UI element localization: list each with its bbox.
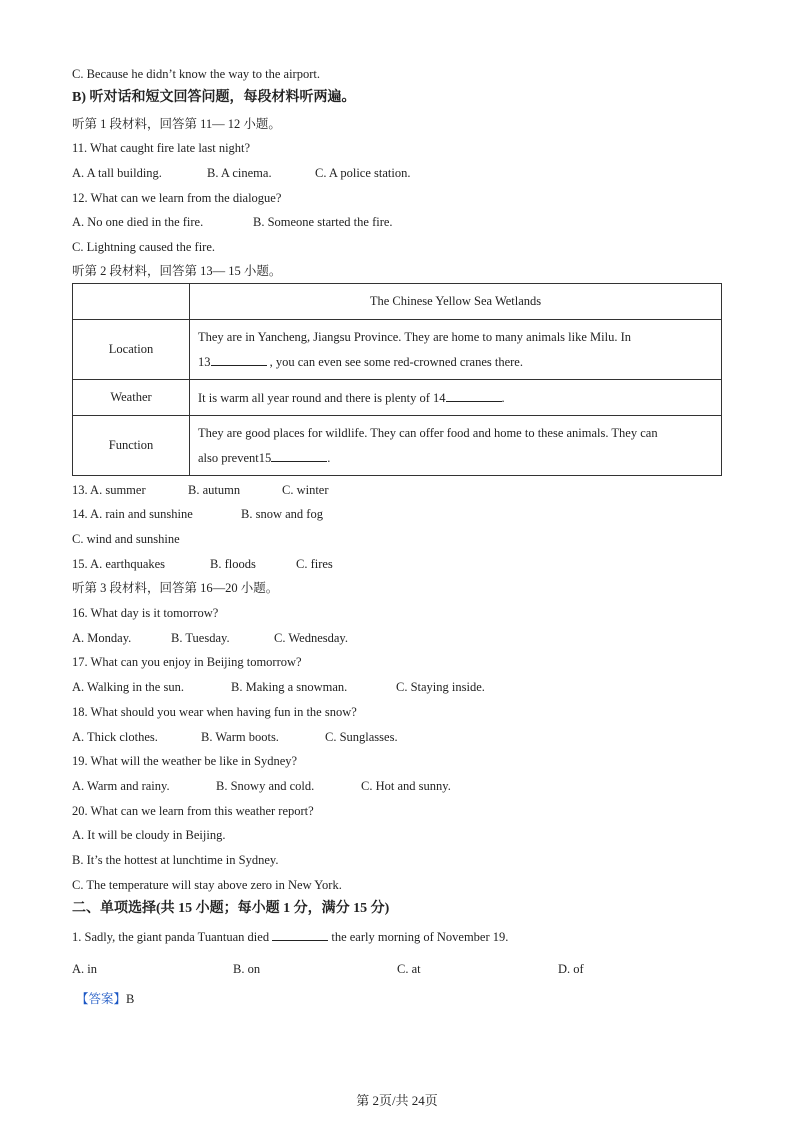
option-18c: C. Sunglasses. [325, 730, 398, 744]
answer-value: B [126, 992, 135, 1006]
mc1-text-after: the early morning of November 19. [328, 930, 509, 944]
table-row-label: Function [73, 416, 190, 476]
page-footer: 第 2页/共 24页 [356, 1093, 438, 1108]
table-row-label: Location [73, 320, 190, 380]
wetlands-table [72, 283, 722, 476]
option-12b: B. Someone started the fire. [253, 215, 393, 229]
option-17c: C. Staying inside. [396, 680, 485, 694]
function-end: . [327, 450, 331, 465]
option-15c: C. fires [296, 557, 333, 571]
function-line2: also prevent15 [198, 450, 272, 465]
option-11a: A. A tall building. [72, 166, 162, 180]
option-19b: B. Snowy and cold. [216, 779, 315, 793]
weather-end: . [501, 390, 505, 405]
question-16: 16. What day is it tomorrow? [72, 606, 219, 620]
option-18a: A. Thick clothes. [72, 730, 158, 744]
instruction-2: 听第 2 段材料，回答第 13— 15 小题。 [72, 264, 282, 278]
question-20: 20. What can we learn from this weather report? [72, 804, 314, 818]
table-cell-function [190, 416, 722, 476]
section-b-heading: B) 听对话和短文回答问题，每段材料听两遍。 [72, 90, 356, 105]
option-12a: A. No one died in the fire. [72, 215, 204, 229]
option-16b: B. Tuesday. [171, 631, 230, 645]
mc1-option-c: C. at [397, 962, 421, 976]
section-2-heading: 二、单项选择(共 15 小题；每小题 1 分，满分 15 分) [72, 901, 390, 916]
option-17b: B. Making a snowman. [231, 680, 348, 694]
option-13a: 13. A. summer [72, 483, 146, 497]
blank-15[interactable] [271, 450, 327, 462]
question-19: 19. What will the weather be like in Sydney? [72, 754, 298, 768]
option-10c: C. Because he didn’t know the way to the airport. [72, 67, 320, 81]
blank-14[interactable] [446, 390, 502, 402]
location-blank-number: 13 [198, 354, 211, 369]
table-cell-weather [190, 380, 722, 416]
function-line1: They are good places for wildlife. They can offer food and home to these animals. They can [198, 425, 658, 440]
mc1-blank[interactable] [272, 929, 328, 941]
location-line2: , you can even see some red-crowned cranes there. [266, 354, 523, 369]
blank-13[interactable] [211, 354, 267, 366]
mc1-text-before: 1. Sadly, the giant panda Tuantuan died [72, 930, 273, 944]
option-18b: B. Warm boots. [201, 730, 279, 744]
option-13c: C. winter [282, 483, 329, 497]
mc1-option-b: B. on [233, 962, 261, 976]
question-12: 12. What can we learn from the dialogue? [72, 191, 282, 205]
answer-label: 【答案】 [76, 992, 127, 1006]
table-row-label: Weather [73, 380, 190, 416]
option-11b: B. A cinema. [207, 166, 272, 180]
table-header: The Chinese Yellow Sea Wetlands [190, 284, 722, 320]
option-16a: A. Monday. [72, 631, 132, 645]
option-14b: B. snow and fog [241, 507, 323, 521]
option-20c: C. The temperature will stay above zero in New York. [72, 878, 342, 892]
option-14c: C. wind and sunshine [72, 532, 180, 546]
answer-line [76, 991, 134, 1007]
option-12c: C. Lightning caused the fire. [72, 240, 216, 254]
option-14a: 14. A. rain and sunshine [72, 507, 193, 521]
option-19a: A. Warm and rainy. [72, 779, 170, 793]
weather-text: It is warm all year round and there is plenty of 14 [198, 390, 446, 405]
option-11c: C. A police station. [315, 166, 411, 180]
instruction-1: 听第 1 段材料，回答第 11— 12 小题。 [72, 117, 281, 131]
mc-question-1 [72, 929, 508, 945]
location-line1: They are in Yancheng, Jiangsu Province. They are home to many animals like Milu. In [198, 329, 632, 344]
option-15a: 15. A. earthquakes [72, 557, 166, 571]
option-20a: A. It will be cloudy in Beijing. [72, 828, 226, 842]
option-16c: C. Wednesday. [274, 631, 348, 645]
question-18: 18. What should you wear when having fun in the snow? [72, 705, 357, 719]
option-13b: B. autumn [188, 483, 241, 497]
instruction-3: 听第 3 段材料，回答第 16—20 小题。 [72, 581, 279, 595]
option-15b: B. floods [210, 557, 256, 571]
mc1-option-a: A. in [72, 962, 97, 976]
mc1-option-d: D. of [558, 962, 584, 976]
option-19c: C. Hot and sunny. [361, 779, 451, 793]
table-cell-location [190, 320, 722, 380]
question-11: 11. What caught fire late last night? [72, 141, 251, 155]
question-17: 17. What can you enjoy in Beijing tomorrow? [72, 655, 302, 669]
option-17a: A. Walking in the sun. [72, 680, 184, 694]
table-corner-cell [73, 284, 190, 320]
option-20b: B. It’s the hottest at lunchtime in Sydney. [72, 853, 279, 867]
